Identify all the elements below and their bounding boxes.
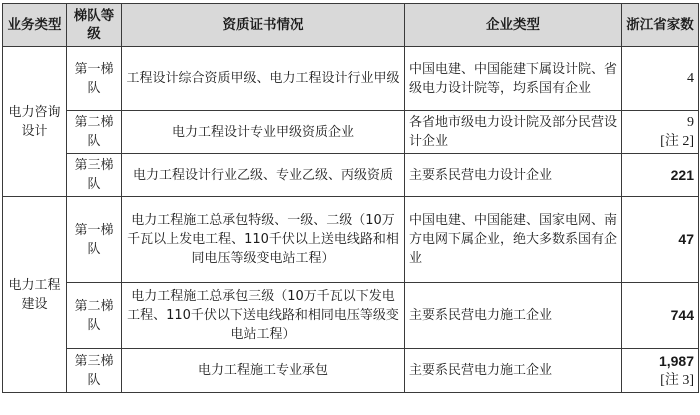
tier-cell: 第二梯队 — [67, 283, 122, 349]
qualification-cell: 电力工程施工总承包特级、一级、二级（10万千瓦以上发电工程、110千伏以上送电线路和相同电压等级变电站工程） — [122, 197, 405, 283]
header-zhejiang-count: 浙江省家数 — [622, 4, 699, 47]
header-qualification: 资质证书情况 — [122, 4, 405, 47]
tier-cell: 第三梯队 — [67, 349, 122, 393]
count-cell — [622, 283, 699, 349]
enterprise-type-cell: 中国电建、中国能建、国家电网、南方电网下属企业，绝大多数系国有企业 — [405, 197, 622, 283]
table-header-row — [3, 4, 699, 47]
count-value: 47 — [678, 231, 694, 247]
count-value: 4 — [687, 71, 694, 86]
business-type-cell: 电力咨询设计 — [3, 47, 67, 197]
count-cell — [622, 197, 699, 283]
count-value: 9 — [687, 115, 694, 130]
header-business-type: 业务类型 — [3, 4, 67, 47]
tier-cell: 第三梯队 — [67, 154, 122, 197]
table-row — [3, 154, 699, 197]
count-cell — [622, 111, 699, 154]
qualification-cell: 电力工程施工专业承包 — [122, 349, 405, 393]
count-value: 1,987 — [658, 352, 694, 369]
tier-cell: 第一梯队 — [67, 47, 122, 111]
tier-cell: 第一梯队 — [67, 197, 122, 283]
table-row — [3, 349, 699, 393]
count-cell — [622, 154, 699, 197]
enterprise-type-cell: 主要系民营电力施工企业 — [405, 349, 622, 393]
header-enterprise-type: 企业类型 — [405, 4, 622, 47]
table-row — [3, 47, 699, 111]
table-row — [3, 197, 699, 283]
header-tier: 梯队等级 — [67, 4, 122, 47]
qualification-table — [2, 3, 699, 393]
business-type-cell: 电力工程建设 — [3, 197, 67, 393]
enterprise-type-cell: 各省地市级电力设计院及部分民营设计企业 — [405, 111, 622, 154]
count-value: 221 — [670, 166, 694, 183]
enterprise-type-cell: 主要系民营电力施工企业 — [405, 283, 622, 349]
enterprise-type-cell: 主要系民营电力设计企业 — [405, 154, 622, 197]
qualification-cell: 电力工程设计专业甲级资质企业 — [122, 111, 405, 154]
tier-cell: 第二梯队 — [67, 111, 122, 154]
qualification-cell: 电力工程施工总承包三级（10万千瓦以下发电工程、110千伏以下送电线路和相同电压等级变电站工程） — [122, 283, 405, 349]
qualification-cell: 电力工程设计行业乙级、专业乙级、丙级资质 — [122, 154, 405, 197]
table-row — [3, 111, 699, 154]
count-cell — [622, 349, 699, 393]
count-cell — [622, 47, 699, 111]
count-note: [注 2] — [660, 134, 694, 149]
qualification-cell: 工程设计综合资质甲级、电力工程设计行业甲级 — [122, 47, 405, 111]
count-note: [注 3] — [660, 372, 694, 388]
count-value: 744 — [670, 307, 694, 323]
enterprise-type-cell: 中国电建、中国能建下属设计院、省级电力设计院等，均系国有企业 — [405, 47, 622, 111]
table-row — [3, 283, 699, 349]
